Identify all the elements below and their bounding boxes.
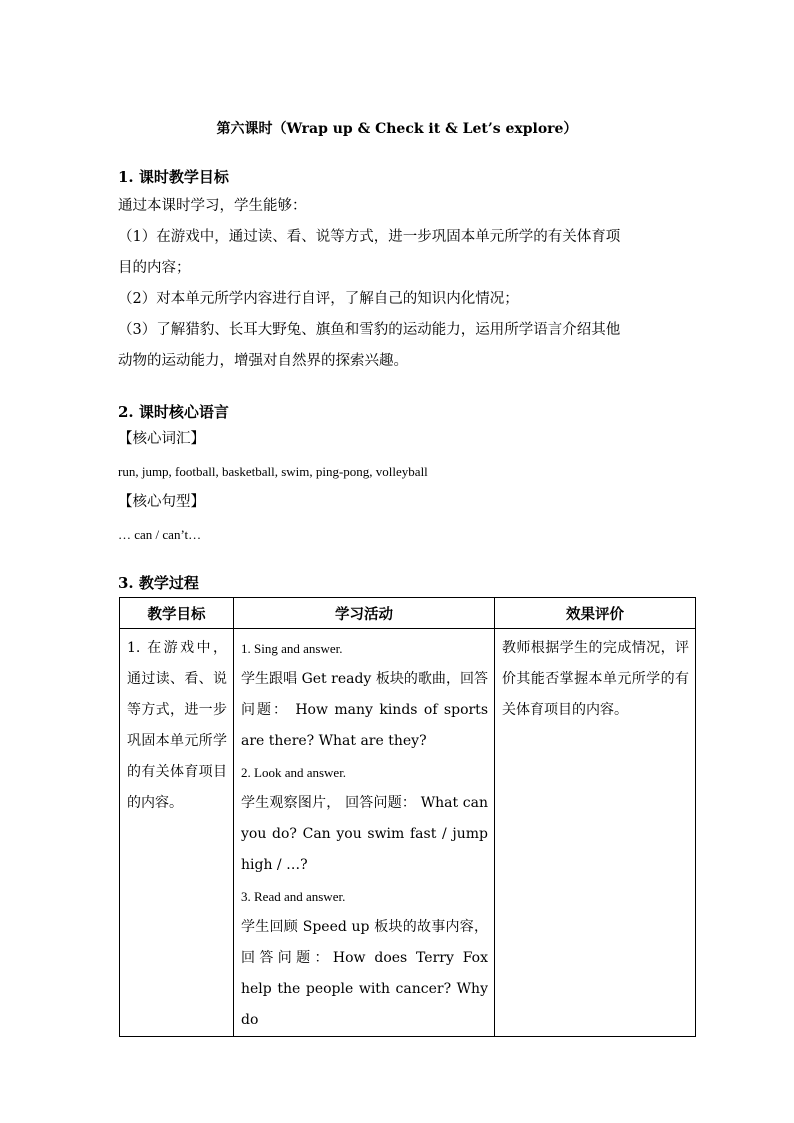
goal2: （2）对本单元所学内容进行自评，了解自己的知识内化情况； (118, 291, 519, 307)
pattern-text: … can / can’t… (118, 527, 202, 542)
activity-1-desc: 学生跟唱 Get ready 板块的歌曲，回答问题： How many kinds of sports are there? What are they? (241, 671, 488, 749)
section3-heading: 3. 教学过程 (118, 574, 199, 592)
header-teaching-goal: 教学目标 (120, 598, 234, 629)
activity-3-title: 3. Read and answer. (241, 889, 346, 904)
table-header-row (120, 598, 696, 629)
vocab-list: run, jump, football, basketball, swim, ping-pong, volleyball (118, 464, 428, 479)
activity-1-title: 1. Sing and answer. (241, 641, 343, 656)
section1-intro: 通过本课时学习，学生能够： (118, 198, 307, 214)
header-evaluation: 效果评价 (495, 598, 696, 629)
table-row (120, 629, 696, 1037)
evaluation-cell (495, 629, 696, 1037)
goal3-line2: 动物的运动能力，增强对自然界的探索兴趣。 (118, 353, 408, 369)
activity-2-desc: 学生观察图片， 回答问题： What can you do? Can you swim fast / jump high / …? (241, 795, 488, 873)
activity-text (234, 629, 494, 1036)
vocab-label: 【核心词汇】 (118, 431, 205, 447)
goal1-line1: （1）在游戏中，通过读、看、说等方式，进一步巩固本单元所学的有关体育项 (118, 229, 621, 245)
evaluation-text: 教师根据学生的完成情况，评价其能否掌握本单元所学的有关体育项目的内容。 (502, 640, 689, 718)
teaching-process-table (119, 597, 696, 1037)
section1-heading: 1. 课时教学目标 (118, 168, 229, 186)
header-learning-activity: 学习活动 (234, 598, 495, 629)
section2-heading: 2. 课时核心语言 (118, 403, 229, 421)
lesson-title: 第六课时（Wrap up & Check it & Let’s explore） (216, 121, 578, 137)
activity-3-desc: 学生回顾 Speed up 板块的故事内容，回答问题：How does Terry Fox help the people with cancer? Why do (241, 919, 488, 1028)
goal-cell (120, 629, 234, 1037)
goal3-line1: （3）了解猎豹、长耳大野兔、旗鱼和雪豹的运动能力，运用所学语言介绍其他 (118, 322, 621, 338)
activity-cell (234, 629, 495, 1037)
activity-2-title: 2. Look and answer. (241, 765, 347, 780)
pattern-label: 【核心句型】 (118, 494, 205, 510)
goal-text: 1. 在游戏中，通过读、看、说等方式，进一步巩固本单元所学的有关体育项目的内容。 (127, 640, 227, 811)
goal1-line2: 目的内容； (118, 260, 191, 276)
